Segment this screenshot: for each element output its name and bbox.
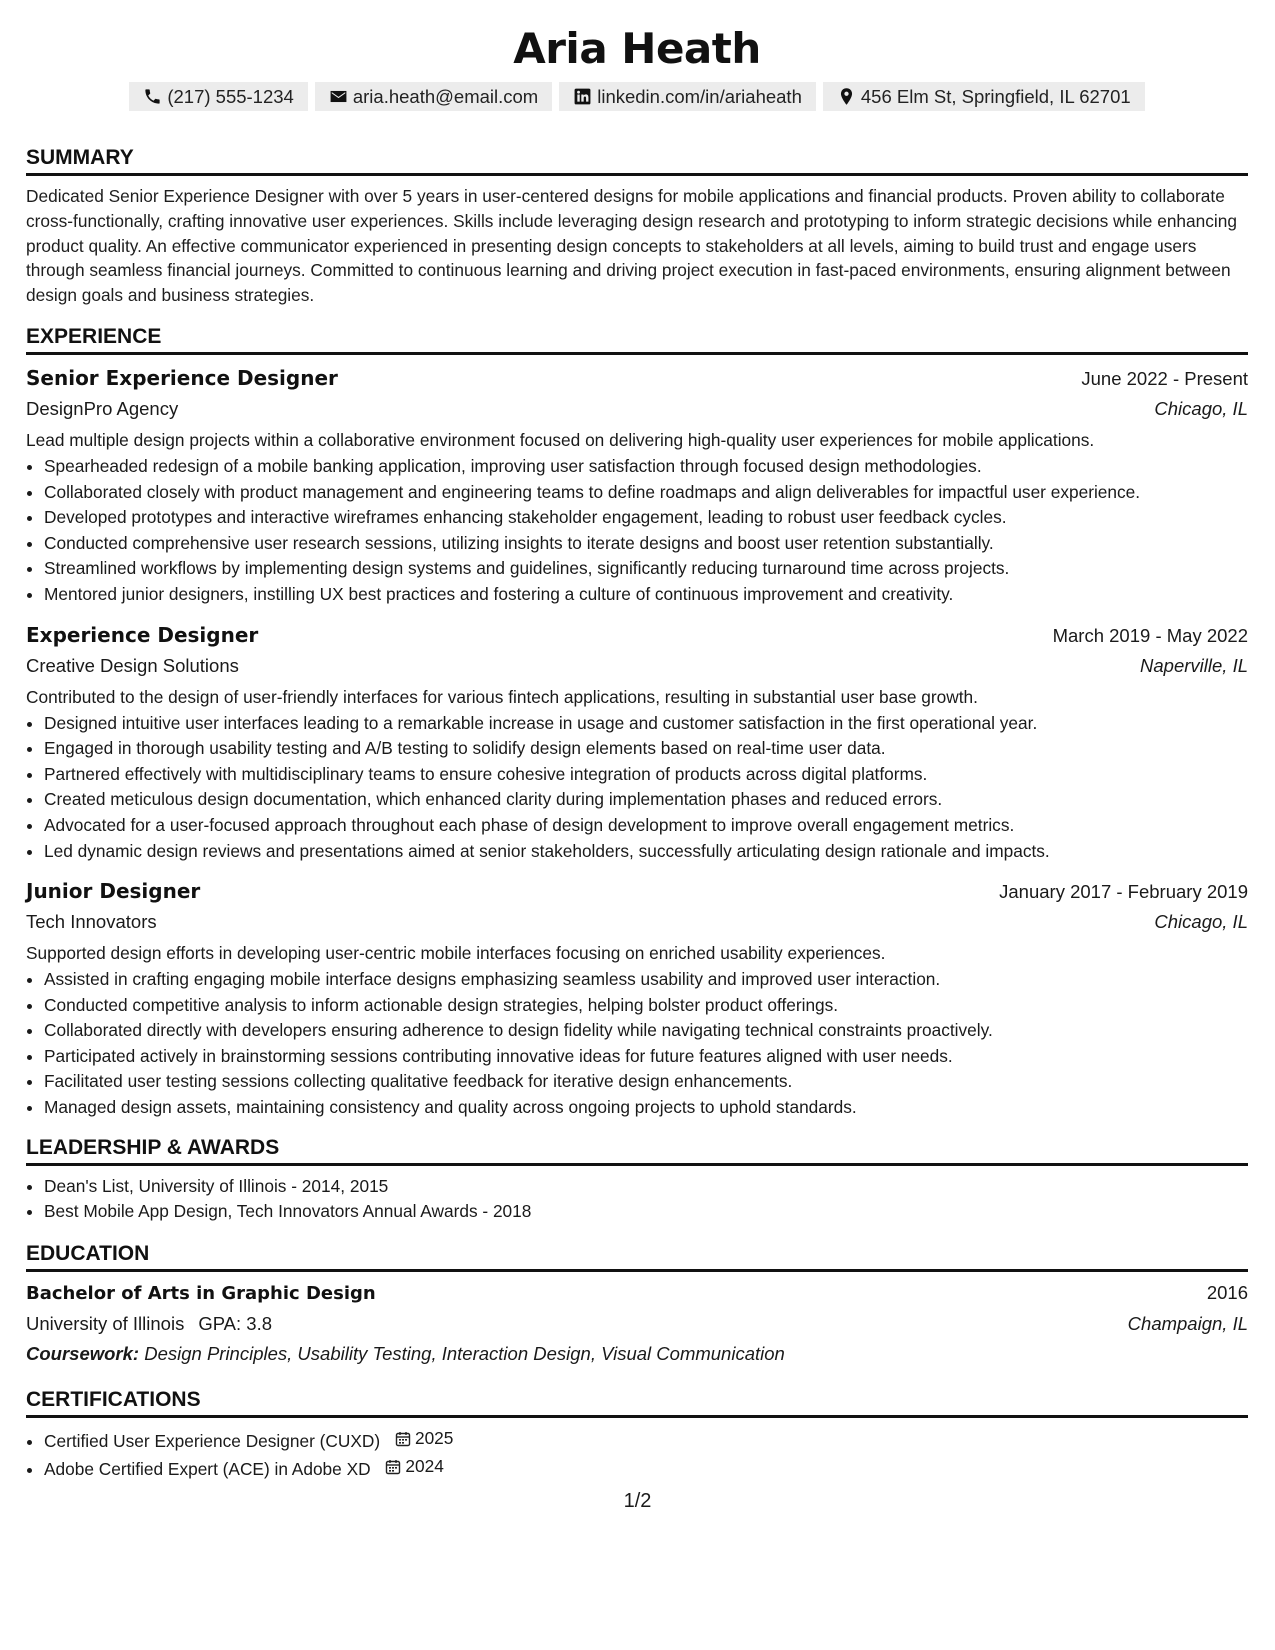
coursework-list: Design Principles, Usability Testing, Interaction Design, Visual Communication: [144, 1342, 785, 1364]
graduation-year: 2016: [1206, 1281, 1248, 1303]
job-title: Junior Designer: [26, 879, 201, 904]
contact-address: [823, 82, 1145, 111]
gpa: GPA: 3.8: [198, 1312, 273, 1334]
list-item: • Led dynamic design reviews and presentations aimed at senior stakeholders, successfully articulating design rationale and impacts.: [44, 839, 1248, 865]
certifications-section: [26, 1387, 1248, 1483]
list-item: • Mentored junior designers, instilling UX best practices and fostering a culture of continuous improvement and creativity.: [44, 582, 1248, 608]
contact-email[interactable]: [315, 82, 552, 111]
list-item: • Created meticulous design documentation, which enhanced clarity during implementation phases and reduced errors.: [44, 787, 1248, 813]
experience-section: [26, 324, 1248, 1121]
certification-name: Certified User Experience Designer (CUXD): [44, 1430, 381, 1451]
list-item: • Streamlined workflows by implementing design systems and guidelines, significantly reducing turnaround time across projects.: [44, 556, 1248, 582]
section-title: SUMMARY: [26, 145, 1248, 176]
list-item: [44, 1454, 1248, 1482]
list-item: • Assisted in crafting engaging mobile interface designs emphasizing seamless usability and improved user interaction.: [44, 967, 1248, 993]
contact-linkedin-text: linkedin.com/in/ariaheath: [597, 85, 802, 107]
page-number: 1/2: [623, 1490, 652, 1512]
summary-section: [26, 145, 1248, 308]
section-title: LEADERSHIP & AWARDS: [26, 1135, 1248, 1166]
education-section: [26, 1241, 1248, 1369]
job-company: Tech Innovators: [26, 911, 157, 933]
job-company: Creative Design Solutions: [26, 654, 239, 676]
summary-text: Dedicated Senior Experience Designer with over 5 years in user-centered designs for mobile applications and financial products. Proven ability to collaborate cross-functionally, crafting innovative user experiences. Skills include leveraging design research and prototyping to inform strategic decisions while enhancing product quality. An effective communicator experienced in presenting design concepts to stakeholders at all levels, aiming to build trust and engage users through seamless financial journeys. Committed to continuous learning and driving project execution in fast-paced environments, ensuring alignment between design goals and business strategies.: [26, 186, 1237, 306]
coursework-label: Coursework:: [26, 1342, 140, 1364]
job-description: Contributed to the design of user-friendly interfaces for various fintech applications, resulting in substantial user base growth.: [26, 686, 978, 707]
certification-year: 2024: [405, 1456, 444, 1477]
section-title: EXPERIENCE: [26, 324, 1248, 355]
contact-bar: [26, 82, 1248, 111]
job-title: Senior Experience Designer: [26, 365, 338, 390]
job-location: Chicago, IL: [1154, 911, 1248, 933]
job-bullets: [26, 967, 1248, 1121]
job-description: Supported design efforts in developing user-centric mobile interfaces focusing on enriched usability experiences.: [26, 943, 886, 964]
job-title: Experience Designer: [26, 622, 259, 647]
awards-list: [26, 1174, 1248, 1225]
certification-name: Adobe Certified Expert (ACE) in Adobe XD: [44, 1459, 371, 1480]
list-item: • Conducted comprehensive user research sessions, utilizing insights to iterate designs and boost user retention substantially.: [44, 531, 1248, 557]
list-item: • Partnered effectively with multidisciplinary teams to ensure cohesive integration of products across digital platforms.: [44, 762, 1248, 788]
calendar-icon: [385, 1459, 401, 1475]
degree-title: Bachelor of Arts in Graphic Design: [26, 1282, 376, 1304]
job-entry: [26, 363, 1248, 608]
list-item: • Advocated for a user-focused approach throughout each phase of design development to improve overall engagement metrics.: [44, 813, 1248, 839]
job-entry: [26, 620, 1248, 865]
job-entry: [26, 876, 1248, 1121]
contact-phone-text: (217) 555-1234: [167, 85, 294, 107]
contact-phone: [129, 82, 308, 111]
certifications-list: [26, 1426, 1248, 1483]
resume-page: [26, 0, 1248, 1483]
list-item: • Collaborated directly with developers ensuring adherence to design fidelity while navigating technical constraints proactively.: [44, 1018, 1248, 1044]
list-item: • Engaged in thorough usability testing and A/B testing to solidify design elements based on real-time user data.: [44, 736, 1248, 762]
job-location: Naperville, IL: [1140, 654, 1248, 676]
list-item: • Best Mobile App Design, Tech Innovators Annual Awards - 2018: [44, 1199, 1248, 1225]
school-location: Champaign, IL: [1127, 1312, 1248, 1334]
job-description: Lead multiple design projects within a collaborative environment focused on delivering high-quality user experiences for mobile applications.: [26, 429, 1095, 450]
linkedin-icon: [573, 87, 592, 106]
list-item: • Collaborated closely with product management and engineering teams to define roadmaps and align deliverables for impactful user experience.: [44, 480, 1248, 506]
list-item: • Facilitated user testing sessions collecting qualitative feedback for iterative design enhancements.: [44, 1069, 1248, 1095]
envelope-icon: [329, 87, 348, 106]
section-title: EDUCATION: [26, 1241, 1248, 1272]
school-name: University of Illinois: [26, 1312, 185, 1334]
contact-address-text: 456 Elm St, Springfield, IL 62701: [860, 85, 1131, 107]
map-pin-icon: [837, 87, 856, 106]
job-date: June 2022 - Present: [1081, 367, 1248, 389]
calendar-icon: [395, 1431, 411, 1447]
list-item: • Designed intuitive user interfaces leading to a remarkable increase in usage and customer satisfaction in the first operational year.: [44, 711, 1248, 737]
job-company: DesignPro Agency: [26, 397, 179, 419]
list-item: • Spearheaded redesign of a mobile banking application, improving user satisfaction through focused design methodologies.: [44, 454, 1248, 480]
job-bullets: [26, 454, 1248, 608]
candidate-name: Aria Heath: [513, 24, 761, 73]
job-date: March 2019 - May 2022: [1052, 624, 1248, 646]
job-date: January 2017 - February 2019: [999, 881, 1248, 903]
awards-section: [26, 1135, 1248, 1225]
contact-email-text: aria.heath@email.com: [352, 85, 539, 107]
job-bullets: [26, 711, 1248, 865]
phone-icon: [143, 87, 162, 106]
section-title: CERTIFICATIONS: [26, 1387, 1248, 1418]
list-item: • Participated actively in brainstorming sessions contributing innovative ideas for future features aligned with user needs.: [44, 1044, 1248, 1070]
job-location: Chicago, IL: [1154, 397, 1248, 419]
list-item: [44, 1426, 1248, 1454]
coursework: [26, 1339, 1248, 1369]
list-item: • Managed design assets, maintaining consistency and quality across ongoing projects to uphold standards.: [44, 1095, 1248, 1121]
list-item: • Dean's List, University of Illinois - 2014, 2015: [44, 1174, 1248, 1200]
list-item: • Developed prototypes and interactive wireframes enhancing stakeholder engagement, leading to robust user feedback cycles.: [44, 505, 1248, 531]
list-item: • Conducted competitive analysis to inform actionable design strategies, helping bolster product offerings.: [44, 993, 1248, 1019]
contact-linkedin[interactable]: [559, 82, 816, 111]
certification-year: 2025: [414, 1427, 454, 1448]
